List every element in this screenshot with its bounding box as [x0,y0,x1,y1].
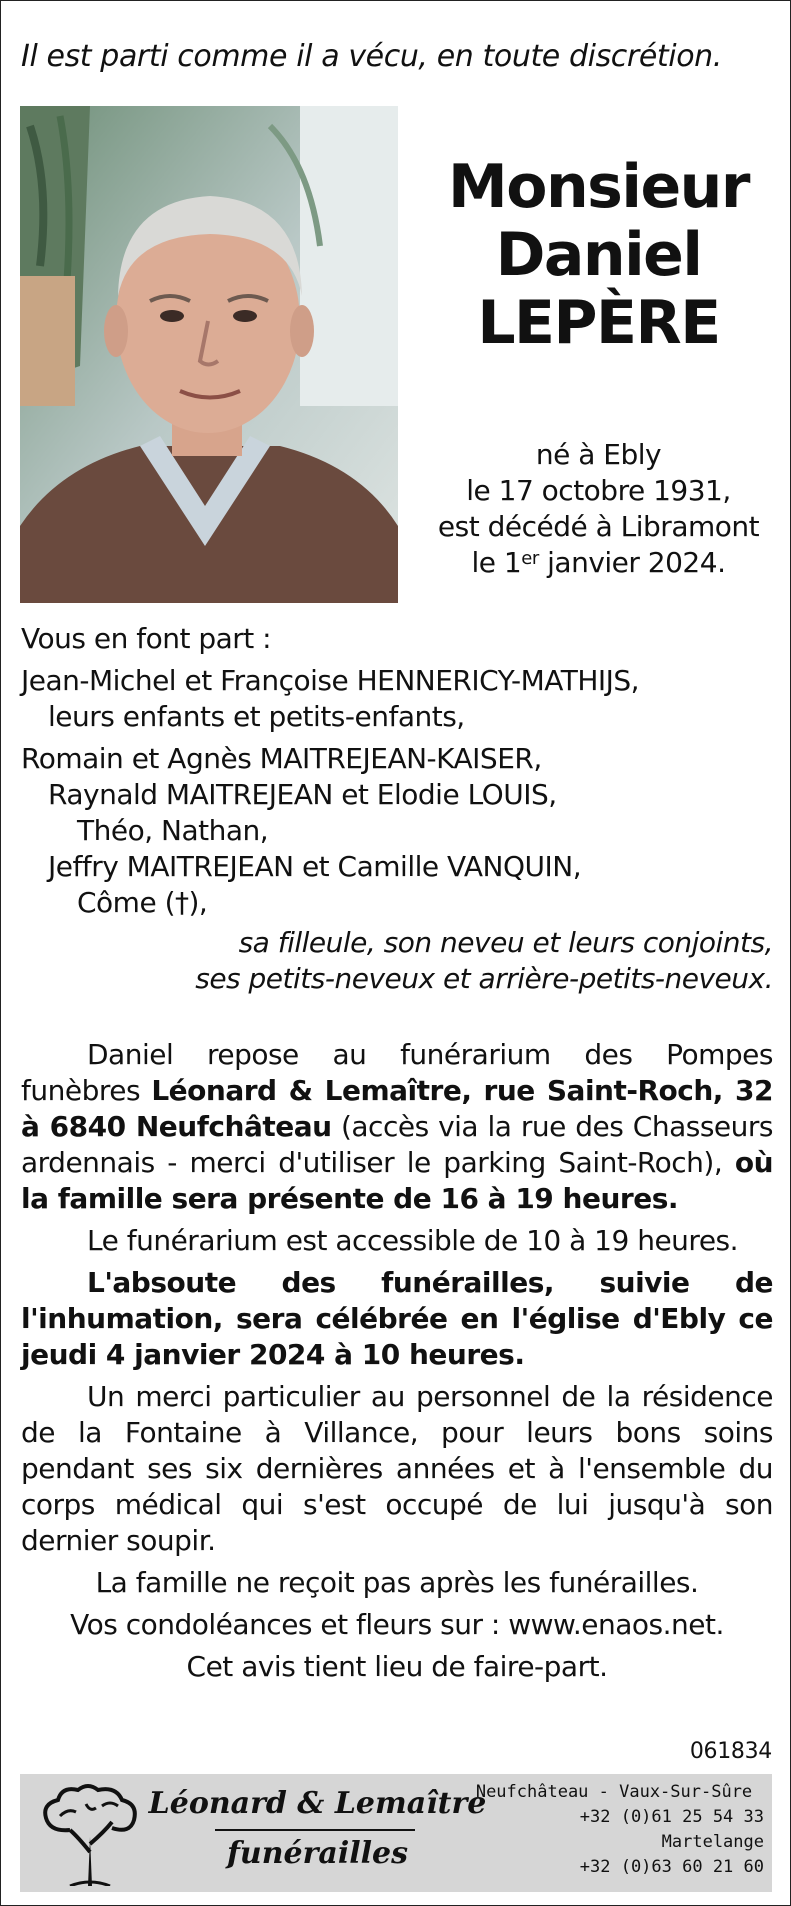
first-name: Daniel [495,220,702,290]
announcer-italic-line: sa filleule, son neveu et leurs conjoints, [238,926,773,959]
notice-body [21,1037,773,1685]
announcer-line: Côme (†), [77,886,208,919]
announcer-italic-line: ses petits-neveux et arrière-petits-neveux. [195,962,773,995]
contact-phone: +32 (0)61 25 54 33 [579,1807,764,1827]
announcers-heading: Vous en font part : [21,622,272,655]
condolences-paragraph: Vos condoléances et fleurs sur : www.enaos.net. [70,1608,724,1641]
ceremony-paragraph: L'absoute des funérailles, suivie de l'inhumation, sera célébrée en l'église d'Ebly ce jeudi 4 janvier 2024 à 10 heures. [21,1266,773,1371]
announcers-list [21,621,773,997]
no-visits-paragraph: La famille ne reçoit pas après les funérailles. [95,1566,699,1599]
announcer-line: Jeffry MAITREJEAN et Camille VANQUIN, [48,850,582,883]
contact-location: Martelange [661,1832,764,1852]
last-name: LEPÈRE [477,288,720,358]
repose-paragraph: Daniel repose au funérarium des Pompes funèbres Léonard & Lemaître, rue Saint-Roch, 32 à 6840 Neufchâteau (accès via la rue des Chasseurs ardennais - merci d'utiliser le parking Saint-Roch), où la famille sera présente de 16 à 19 heures. [21,1038,773,1215]
contact-location: Neufchâteau - Vaux-Sur-Sûre [475,1782,753,1802]
intro-quote: Il est parti comme il a vécu, en toute discrétion. [21,39,722,74]
announcer-line: Romain et Agnès MAITREJEAN-KAISER, [21,742,542,775]
funeral-home-banner [20,1774,772,1892]
brand-divider [215,1829,415,1831]
death-date: le 1er janvier 2024. [471,546,726,579]
thanks-paragraph: Un merci particulier au personnel de la résidence de la Fontaine à Villance, pour leurs bons soins pendant ses six dernières années et à l'ensemble du corps médical qui s'est occupé de lui jusqu'à son dernier soupir. [21,1380,773,1557]
notice-paragraph: Cet avis tient lieu de faire-part. [186,1650,608,1683]
birth-place: né à Ebly [535,438,662,471]
birth-date: le 17 octobre 1931, [466,474,731,507]
name-title: Monsieur [448,152,749,222]
portrait-photo [20,106,398,603]
brand-subtitle: funérailles [226,1836,409,1871]
contact-info [464,1780,764,1880]
hours-paragraph: Le funérarium est accessible de 10 à 19 heures. [87,1224,739,1257]
announcer-line: Raynald MAITREJEAN et Elodie LOUIS, [48,778,557,811]
announcer-line: Jean-Michel et Françoise HENNERICY-MATHIJS, [21,664,640,697]
death-place: est décédé à Libramont [437,510,760,543]
birth-death-info [406,437,791,581]
tree-icon [40,1782,140,1886]
reference-number: 061834 [689,1739,772,1764]
announcer-line: Théo, Nathan, [77,814,269,847]
deceased-name [421,153,776,357]
brand-name: Léonard & Lemaître [148,1786,487,1821]
announcer-line: leurs enfants et petits-enfants, [48,700,465,733]
contact-phone: +32 (0)63 60 21 60 [579,1857,764,1877]
